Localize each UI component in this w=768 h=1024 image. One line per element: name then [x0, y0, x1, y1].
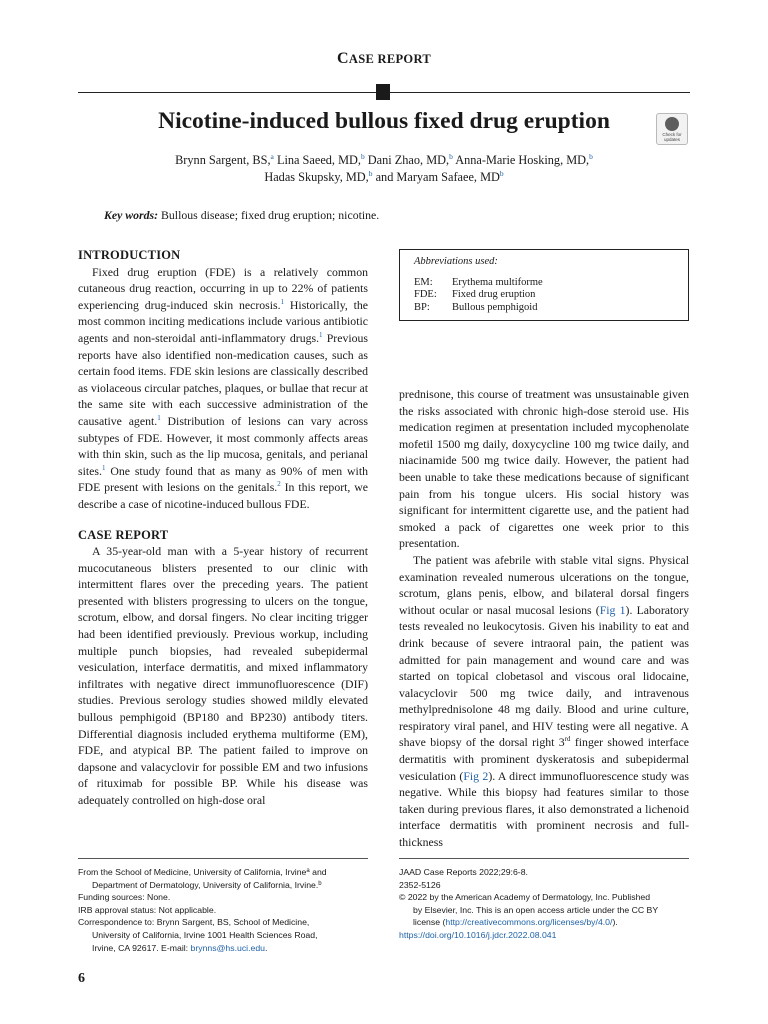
citation-link[interactable]: 2	[277, 480, 281, 489]
case-report-paragraph: The patient was afebrile with stable vital signs. Physical examination revealed numerous ulcerations on the tongue, scrotum, glans penis, elbow, and bilateral dorsal fingers without ocular or nasal mucosal lesions (Fig 1). Laboratory tests revealed no leukocytosis. Given his inability to eat and drink because of severe intraoral pain, the patient was admitted for pain management and wound care and was started on topical clobetasol and viscous oral lidocaine, valacyclovir 500 mg twice daily, and intravenous methylprednisolone 48 mg daily. Blood and urine culture, respiratory viral panel, and HIV testing were all negative. A shave biopsy of the dorsal right 3rd finger showed interface dermatitis with prominent dyskeratosis and subepidermal vesiculation (Fig 2). A direct immunofluorescence study was negative. While this biopsy had features similar to those taken during previous flares, it also demonstrated a lichenoid interface dermatitis with prominent necrosis and full-thickness	[399, 552, 690, 850]
abbreviation-row: BP: Bullous pemphigoid	[414, 301, 538, 313]
author-name: Hadas Skupsky, MD,	[264, 170, 369, 184]
author-name: and Maryam Safaee, MD	[375, 170, 500, 184]
affiliation-line: Department of Dermatology, University of California, Irvine.$^b$	[92, 879, 322, 890]
header-rule-left	[78, 92, 376, 93]
citation-link[interactable]: 1	[280, 297, 285, 306]
abbreviation-row: EM: Erythema multiforme	[414, 277, 543, 289]
case-report-paragraph-continued: prednisone, this course of treatment was unsustainable given the risks associated with chronic high-dose steroid use. His medication regimen at presentation included mycophenolate mofetil 1500 mg daily, doxycycline 100 mg twice daily, and niacinamide 500 mg twice daily. However, the patient had been unable to take these medications because of significant pain from his tongue ulcers. His social history was significant for intermittent cigarette use, and the patient had smoked a pack of cigarettes one week prior to this presentation.	[399, 387, 689, 551]
left-column	[78, 247, 368, 809]
publication-footnotes	[399, 866, 689, 942]
copyright-line: license (http://creativecommons.org/licenses/by/4.0/).	[413, 917, 618, 928]
copyright-line: by Elsevier, Inc. This is an open access article under the CC BY	[413, 904, 659, 915]
issn: 2352-5126	[399, 879, 441, 890]
license-link[interactable]: http://creativecommons.org/licenses/by/4.0/	[445, 917, 613, 928]
header-rule-marker	[376, 84, 390, 100]
case-report-paragraph: A 35-year-old man with a 5-year history of recurrent mucocutaneous blisters presented to our clinic with intermittent flares over the preceding years. The patient presented with blisters progressing to ulcers on the tongue, scrotum, elbow, and dorsal fingers. No clear inciting trigger had been identified previously. Previous workup, including multiple punch biopsies, had revealed subepidermal vesiculation, interface dermatitis, and mixed inflammatory infiltrates with negative direct immunofluorescence (DIF) studies. Previous serology studies showed mildly elevated bullous pemphigoid (BP180 and BP230) antibody titers. Differential diagnosis included erythema multiforme (EM), FDE, and atypical BP. The patient failed to improve on dapsone and valacyclovir for possible EM and two infusions of rituximab for possible BP. While his disease was adequately controlled on high-dose oral	[78, 544, 368, 807]
author-affiliation[interactable]: b	[360, 152, 365, 161]
author-name: Anna-Marie Hosking, MD,	[455, 153, 590, 167]
author-line-2	[0, 169, 768, 186]
author-affiliation[interactable]: b	[449, 152, 453, 161]
correspondence-line: Correspondence to: Brynn Sargent, BS, School of Medicine,	[78, 917, 310, 928]
section-label: CASE REPORT	[337, 50, 431, 67]
affiliation-line: From the School of Medicine, University of California, Irvine$^a$ and	[78, 867, 327, 877]
right-column	[399, 386, 689, 851]
abbreviation-row: FDE: Fixed drug eruption	[414, 289, 536, 301]
author-affiliation[interactable]: a	[270, 152, 274, 161]
abbreviations-box	[399, 249, 689, 321]
funding-sources: Funding sources: None.	[78, 892, 171, 903]
author-name: Brynn Sargent, BS,	[175, 153, 271, 167]
citation-link[interactable]: 1	[319, 330, 323, 339]
keywords	[104, 208, 379, 223]
footnote-rule	[399, 858, 689, 859]
journal-citation: JAAD Case Reports 2022;29:6-8.	[399, 867, 528, 877]
keywords-label: Key words:	[104, 208, 159, 222]
introduction-heading: INTRODUCTION	[78, 248, 181, 262]
correspondence-line: Irvine, CA 92617. E-mail: brynns@hs.uci.edu.	[92, 942, 268, 953]
case-report-heading: CASE REPORT	[78, 527, 169, 542]
footnote-rule	[78, 858, 368, 859]
author-list	[0, 152, 768, 186]
figure-1-link[interactable]: Fig 1	[599, 602, 626, 617]
figure-2-link[interactable]: Fig 2	[463, 768, 489, 783]
irb-status: IRB approval status: Not applicable.	[78, 904, 217, 915]
page-number: 6	[78, 971, 85, 986]
check-for-updates-icon	[665, 117, 679, 131]
correspondence-line: University of California, Irvine 1001 Health Sciences Road,	[92, 929, 318, 940]
author-affiliation[interactable]: b	[368, 169, 373, 178]
affiliation-footnotes	[78, 866, 368, 954]
author-line-1	[0, 152, 768, 169]
author-name: Lina Saeed, MD,	[276, 153, 361, 167]
check-for-updates-badge[interactable]: Check for updates	[656, 113, 688, 145]
citation-link[interactable]: 1	[101, 463, 106, 472]
article-title: Nicotine-induced bullous fixed drug eruption	[158, 108, 610, 134]
author-name: Dani Zhao, MD,	[367, 153, 450, 167]
citation-link[interactable]: 1	[157, 413, 161, 422]
email-link[interactable]: brynns@hs.uci.edu	[190, 942, 266, 953]
author-affiliation[interactable]: b	[499, 169, 504, 178]
header-rule-right	[390, 92, 690, 93]
author-affiliation[interactable]: b	[589, 152, 593, 161]
keywords-text: Bullous disease; fixed drug eruption; nicotine.	[161, 208, 380, 222]
doi-link[interactable]: https://doi.org/10.1016/j.jdcr.2022.08.041	[399, 929, 557, 940]
introduction-paragraph: Fixed drug eruption (FDE) is a relatively common cutaneous drug reaction, occurring in up to 22% of patients experiencing drug-induced skin necrosis.$^1$ Historically, the most common inciting medications include various antibiotic agents and non-steroidal anti-inflammatory drugs.$^1$ Previous reports have also identified non-medication causes, such as certain food items. FDE skin lesions are classically described as violaceous circular patches, plaques, or bullae that recur at the same site with each successive administration of the causative agent.$^1$ Distribution of lesions can vary across subtypes of FDE. However, it most commonly affects areas with thin skin, such as the lip mucosa, genitals, and perianal sites.$^1$ One study found that as many as 90% of men with FDE present with lesions on the genitals.$^2$ In this report, we describe a case of nicotine-induced bullous FDE.	[78, 264, 369, 511]
copyright-line: © 2022 by the American Academy of Dermatology, Inc. Published	[399, 892, 651, 903]
abbreviations-title: Abbreviations used:	[414, 256, 498, 267]
